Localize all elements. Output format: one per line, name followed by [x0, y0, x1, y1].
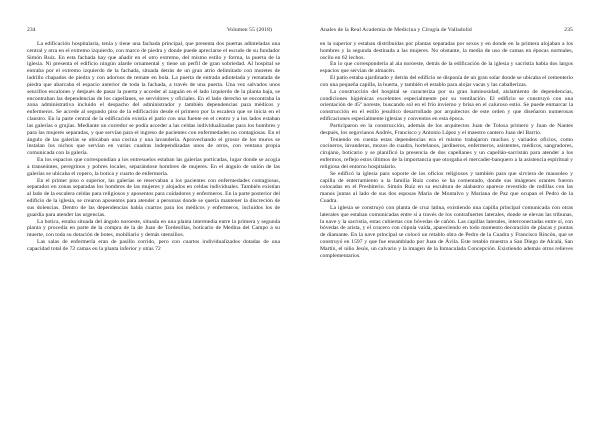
- left-running-head: Volumen 55 (2018): [226, 27, 272, 33]
- paragraph: La construcción del hospital se caracteriza por su gran luminosidad, aislamiento de dependencias, condiciones higiénicas excelentes especialmente por su ventilación. El edificio se construyó con una orientación de 45º noreste, buscando sol en el frío invierno y brisa en el caluroso estío. Se puede enmarcar la construcción en el estilo jesuítico desarrollado por arquitectos de este orden y que diseñaron numerosas edificaciones especialmente iglesias y conventos en esta época.: [320, 88, 573, 123]
- right-running-head: Anales de la Real Academia de Medicina y Cirugía de Valladolid: [320, 27, 472, 33]
- paragraph: La iglesia se construyó con planta de cruz latina, existiendo una capilla principal comunicada con otras laterales que estaban comunicadas entre sí a través de los contrafuertes laterales, donde se elevan las tribunas, la nave y la sacristía, estas cubiertas con bóvedas de cañón. Las capillas laterales, interconectadas entre sí, con bóvedas de arista, y el crucero con cúpula vaída, apareciendo en todo momento decoración de placas y puntas de diamante. En la nave principal se colocó un retablo obra de Pedro de la Cuadra y Francisco Rincón, que se construyó en 1597 y que fue ensamblado por Juan de Ávila. Este retablo muestra a San Diego de Alcalá, San Martín, el niño Jesús, un calvario y la imagen de la Inmaculada Concepción. Existiendo además otros relieves complementarios.: [320, 204, 573, 259]
- paragraph: en la superior y estaban distribuidas por plantas separadas por sexos y en donde en la primera alojaban a los hombres y la segunda destinada a las mujeres. No obstante, la media de uso de camas en épocas normales, oscilo en 62 lechos.: [320, 41, 573, 61]
- paragraph: Participaron en la construcción, además de los arquitectos Juan de Tolosa primero y Juan de Nantes después, los segovianos Andrés, Francisco y Antonio López y el maestro cantero Juan del Barrio.: [320, 122, 573, 136]
- paragraph: En lo que correspondería al ala noroeste, detrás de la edificación de la iglesia y sacristía había dos largos espacios que servían de almacén.: [320, 61, 573, 75]
- right-page: [300, 0, 600, 423]
- paragraph: La botica, estaba situada del ángulo noroeste, situada en una planta intermedia entre la primera y segunda planta y procedía en parte de la compra de la de Juan de Tordesillas, boticario de Medina del Campo a su muerte, con toda su dotación de botes, mobiliario y demás utensilios.: [27, 218, 280, 239]
- paragraph: La edificación hospitalaria, tenía y tiene una fachada principal, que presenta dos puertas adinteladas una central y otra en el extremo izquierdo, con marco de piedra y donde puede apreciarse el escudo de su fundador Simón Ruiz. En esta fachada hay que añadir en el otro extremo, del mismo estilo y forma, la puerta de la iglesia. Ni presenta el edificio ningún alarde ornamental y tiene un perfil de gran sobriedad. Al hospital se entraba por el extremo izquierdo de la fachada, situada detrás de un gran atrio delimitado con muretes de ladrillo chapados de piedra y con adornos de remate en bola. La puerta de entrada adintelada y rematada de piedra que abarcaba el espacio anterior de toda la fachada, a través de una puerta. Una vez salvados unos sencillos escalones y después de pasar la puerta y acceder al zaguán en el lado izquierdo de la planta baja, se encontraban las dependencias de los capellanes, se servidores y oficiales. En el lado derecho se encontraba la zona administrativa incluido el despacho del administrador y también dependencias para médicos y enfermeros. Se accede al segundo piso de la edificación desde el primero por la escalera que se inicia en el claustro. En la parte central de la edificación existía el patio con una fuente en el centro y a los lados estaban las galerías o grujías. Mediante un corredor se podía acceder a las celdas individualizadas para los hombres y para las mujeres separadas, y que servían para el ingreso de pacientes con enfermedades no contagiosas. En el ángulo de las galerías se ubicaban una cocina y una lavandería. Aprovechando el grosor de los muros se instalan los nichos que servían en varias cuadras independizadas unos de otros, con ventana propia comunicada con la galería.: [27, 41, 280, 157]
- left-page-number: 234: [27, 27, 36, 33]
- right-page-number: 235: [564, 27, 573, 33]
- right-body-text: [320, 41, 573, 260]
- paragraph: Las salas de enfermería eran de pasillo corrido, pero con cuartos individualizados dotadas de una capacidad total de 72 camas en la planta inferior y otras 72: [27, 239, 280, 252]
- left-body-text: [27, 41, 280, 253]
- paragraph: Teniendo en cuenta estas dependencias era el mismo trabajaron muchos y variados oficios, como cocineros, lavanderas, mozos de cuadra, hortelanos, jardineros, enfermeros, asistentes, médicos, sangradores, cirujano, boticario y se planificó la presencia de dos capellanes y un capellán-sacristán para atender a los enfermos, reflejo estos últimos de la importancia que otorgaba el mercader-banquero a la asistencia espiritual y religiosa del entorno hospitalario.: [320, 136, 573, 170]
- paragraph: En los espacios que correspondían a los entresuelos estaban las galerías porticadas, lugar donde se acogía a transeúntes, peregrinos y pobres locales, separándose hombres de mujeres. En el ángulo de unión de las galerías se ubicaba el ropero, la botica y cuarto de enfermería.: [27, 157, 280, 177]
- paragraph: Se edificó la iglesia para soporte de los oficios religiosos y también para que sirviera de mausoleo y capilla de enterramiento a la familia Ruiz como se ha comentado, donde sus imágenes orantes fueron colocadas en el Presbiterio. Simón Ruiz en su escultura de alabastro aparece revestido de rodillas con las manos juntas al lado de sus dos esposas María de Montalvo y Mariana de Paz que ocupan el Pedro de la Cuadra.: [320, 170, 573, 205]
- paragraph: En el primer piso o superior, las galerías se reservaban a los pacientes con enfermedades contagiosas, separados en zonas separadas los hombres de las mujeres y alojados en celdas individuales. También existían al lado de la escalera celdas para religiosos y aposentos para cuidadores y enfermeros. En la parte posterior del edificio de la iglesia, se crearon aposentos para atender a personas donde se quería mantener la discreción de sus dolencias. Dentro de las dependencias había cuartos para los médicos y enfermeros, incluidos los de guardia para atender las urgencias.: [27, 177, 280, 218]
- paragraph: El patio estaba ajardinado y detrás del edificio se disponía de un gran solar donde se ubicaba el cementerio con una pequeña capilla, la huerta, y también el establo para alojar vacas y las caballerizas.: [320, 75, 573, 88]
